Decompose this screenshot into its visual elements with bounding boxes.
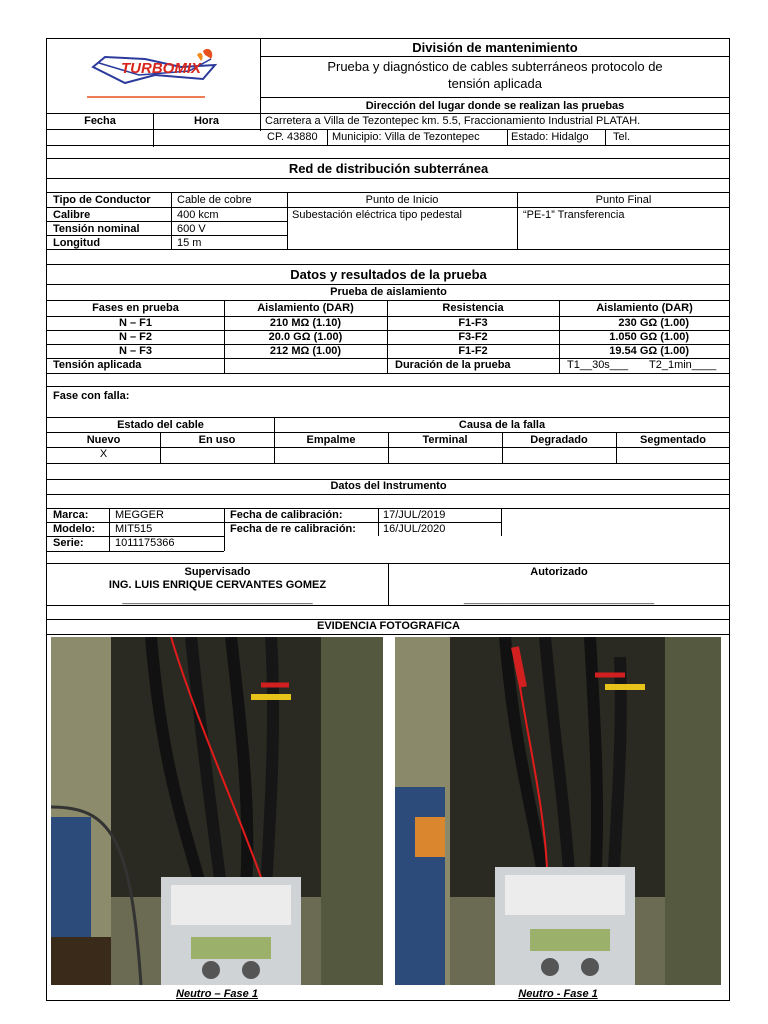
evidence-photo-2	[395, 637, 721, 985]
net-label-3: Longitud	[53, 237, 101, 249]
insulation-subtitle: Prueba de aislamiento	[330, 286, 447, 298]
results-cell: N – F1	[118, 317, 152, 329]
cable-value-nuevo: X	[99, 448, 108, 460]
results-header-1: Aislamiento (DAR)	[257, 302, 354, 314]
results-header-2: Resistencia	[442, 302, 504, 314]
net-label-0: Tipo de Conductor	[53, 194, 151, 206]
municipio-text: Municipio: Villa de Tezontepec	[332, 131, 480, 143]
address-text: Carretera a Villa de Tezontepec km. 5.5, Fraccionamiento Industrial PLATAH.	[265, 115, 641, 127]
autorizado-signature-line: ______________________________________	[463, 594, 655, 604]
cable-header: Terminal	[422, 434, 468, 446]
net-label-2: Tensión nominal	[53, 223, 140, 235]
causa-falla-label: Causa de la falla	[458, 419, 546, 431]
supervisor-signature-line: ______________________________________	[122, 594, 313, 604]
t2-value: T2_1min____	[649, 359, 717, 371]
recal-value: 16/JUL/2020	[383, 523, 446, 535]
protocol-document	[46, 38, 730, 1001]
results-cell: 212 MΩ (1.00)	[269, 345, 342, 357]
modelo-value: MIT515	[115, 523, 153, 535]
results-title: Datos y resultados de la prueba	[290, 267, 487, 282]
svg-text:TURBOMIX: TURBOMIX	[121, 60, 201, 77]
net-value-3: 15 m	[177, 237, 202, 249]
cable-header: En uso	[198, 434, 236, 446]
results-cell: 230 GΩ (1.00)	[618, 317, 689, 329]
direction-label: Dirección del lugar donde se realizan las pruebas	[365, 100, 625, 112]
cable-header: Empalme	[306, 434, 356, 446]
autorizado-label: Autorizado	[530, 566, 588, 578]
final-label: Punto Final	[595, 194, 652, 206]
estado-text: Estado: Hidalgo	[511, 131, 589, 143]
results-cell: 1.050 GΩ (1.00)	[609, 331, 689, 343]
fecha-label: Fecha	[84, 115, 116, 127]
cable-header: Nuevo	[86, 434, 121, 446]
network-title: Red de distribución subterránea	[288, 161, 489, 176]
cable-header: Degradado	[530, 434, 588, 446]
company-logo	[85, 45, 225, 101]
results-header-3: Aislamiento (DAR)	[596, 302, 693, 314]
estado-cable-label: Estado del cable	[117, 419, 204, 431]
t1-value: T1__30s___	[567, 359, 629, 371]
instrument-title: Datos del Instrumento	[330, 480, 447, 492]
inicio-value: Subestación eléctrica tipo pedestal	[292, 209, 462, 221]
duracion-label: Duración de la prueba	[395, 359, 511, 371]
results-cell: F3-F2	[458, 331, 488, 343]
protocol-title-line1: Prueba y diagnóstico de cables subterráneos protocolo de	[327, 59, 663, 74]
results-cell: F1-F3	[458, 317, 488, 329]
cp-text: CP. 43880	[267, 131, 318, 143]
results-cell: 19.54 GΩ (1.00)	[609, 345, 689, 357]
serie-label: Serie:	[53, 537, 84, 549]
final-value: “PE-1” Transferencia	[523, 209, 625, 221]
net-value-2: 600 V	[177, 223, 206, 235]
hora-label: Hora	[193, 115, 220, 127]
tension-label: Tensión aplicada	[53, 359, 142, 371]
photo-caption-1: Neutro – Fase 1	[176, 988, 258, 1000]
net-value-1: 400 kcm	[177, 209, 219, 221]
results-header-0: Fases en prueba	[92, 302, 179, 314]
results-cell: 210 MΩ (1.10)	[269, 317, 342, 329]
results-cell: N – F2	[118, 331, 152, 343]
cal-label: Fecha de calibración:	[230, 509, 343, 521]
photo-caption-2: Neutro - Fase 1	[518, 988, 598, 1000]
recal-label: Fecha de re calibración:	[230, 523, 356, 535]
evidence-photo-1	[51, 637, 383, 985]
marca-label: Marca:	[53, 509, 89, 521]
serie-value: 1011175366	[115, 537, 175, 549]
fase-falla-label: Fase con falla:	[53, 390, 130, 402]
results-cell: N – F3	[118, 345, 152, 357]
supervisor-name: ING. LUIS ENRIQUE CERVANTES GOMEZ	[108, 579, 327, 591]
results-cell: 20.0 GΩ (1.00)	[268, 331, 343, 343]
protocol-title-line2: tensión aplicada	[448, 76, 542, 91]
net-label-1: Calibre	[53, 209, 91, 221]
results-cell: F1-F2	[458, 345, 488, 357]
cable-header: Segmentado	[639, 434, 706, 446]
net-value-0: Cable de cobre	[177, 194, 252, 206]
cal-value: 17/JUL/2019	[383, 509, 446, 521]
inicio-label: Punto de Inicio	[365, 194, 439, 206]
evidence-title: EVIDENCIA FOTOGRAFICA	[316, 620, 460, 632]
tel-text: Tel.	[613, 131, 631, 143]
division-title: División de mantenimiento	[412, 40, 578, 55]
modelo-label: Modelo:	[53, 523, 96, 535]
marca-value: MEGGER	[115, 509, 164, 521]
supervisado-label: Supervisado	[184, 566, 251, 578]
